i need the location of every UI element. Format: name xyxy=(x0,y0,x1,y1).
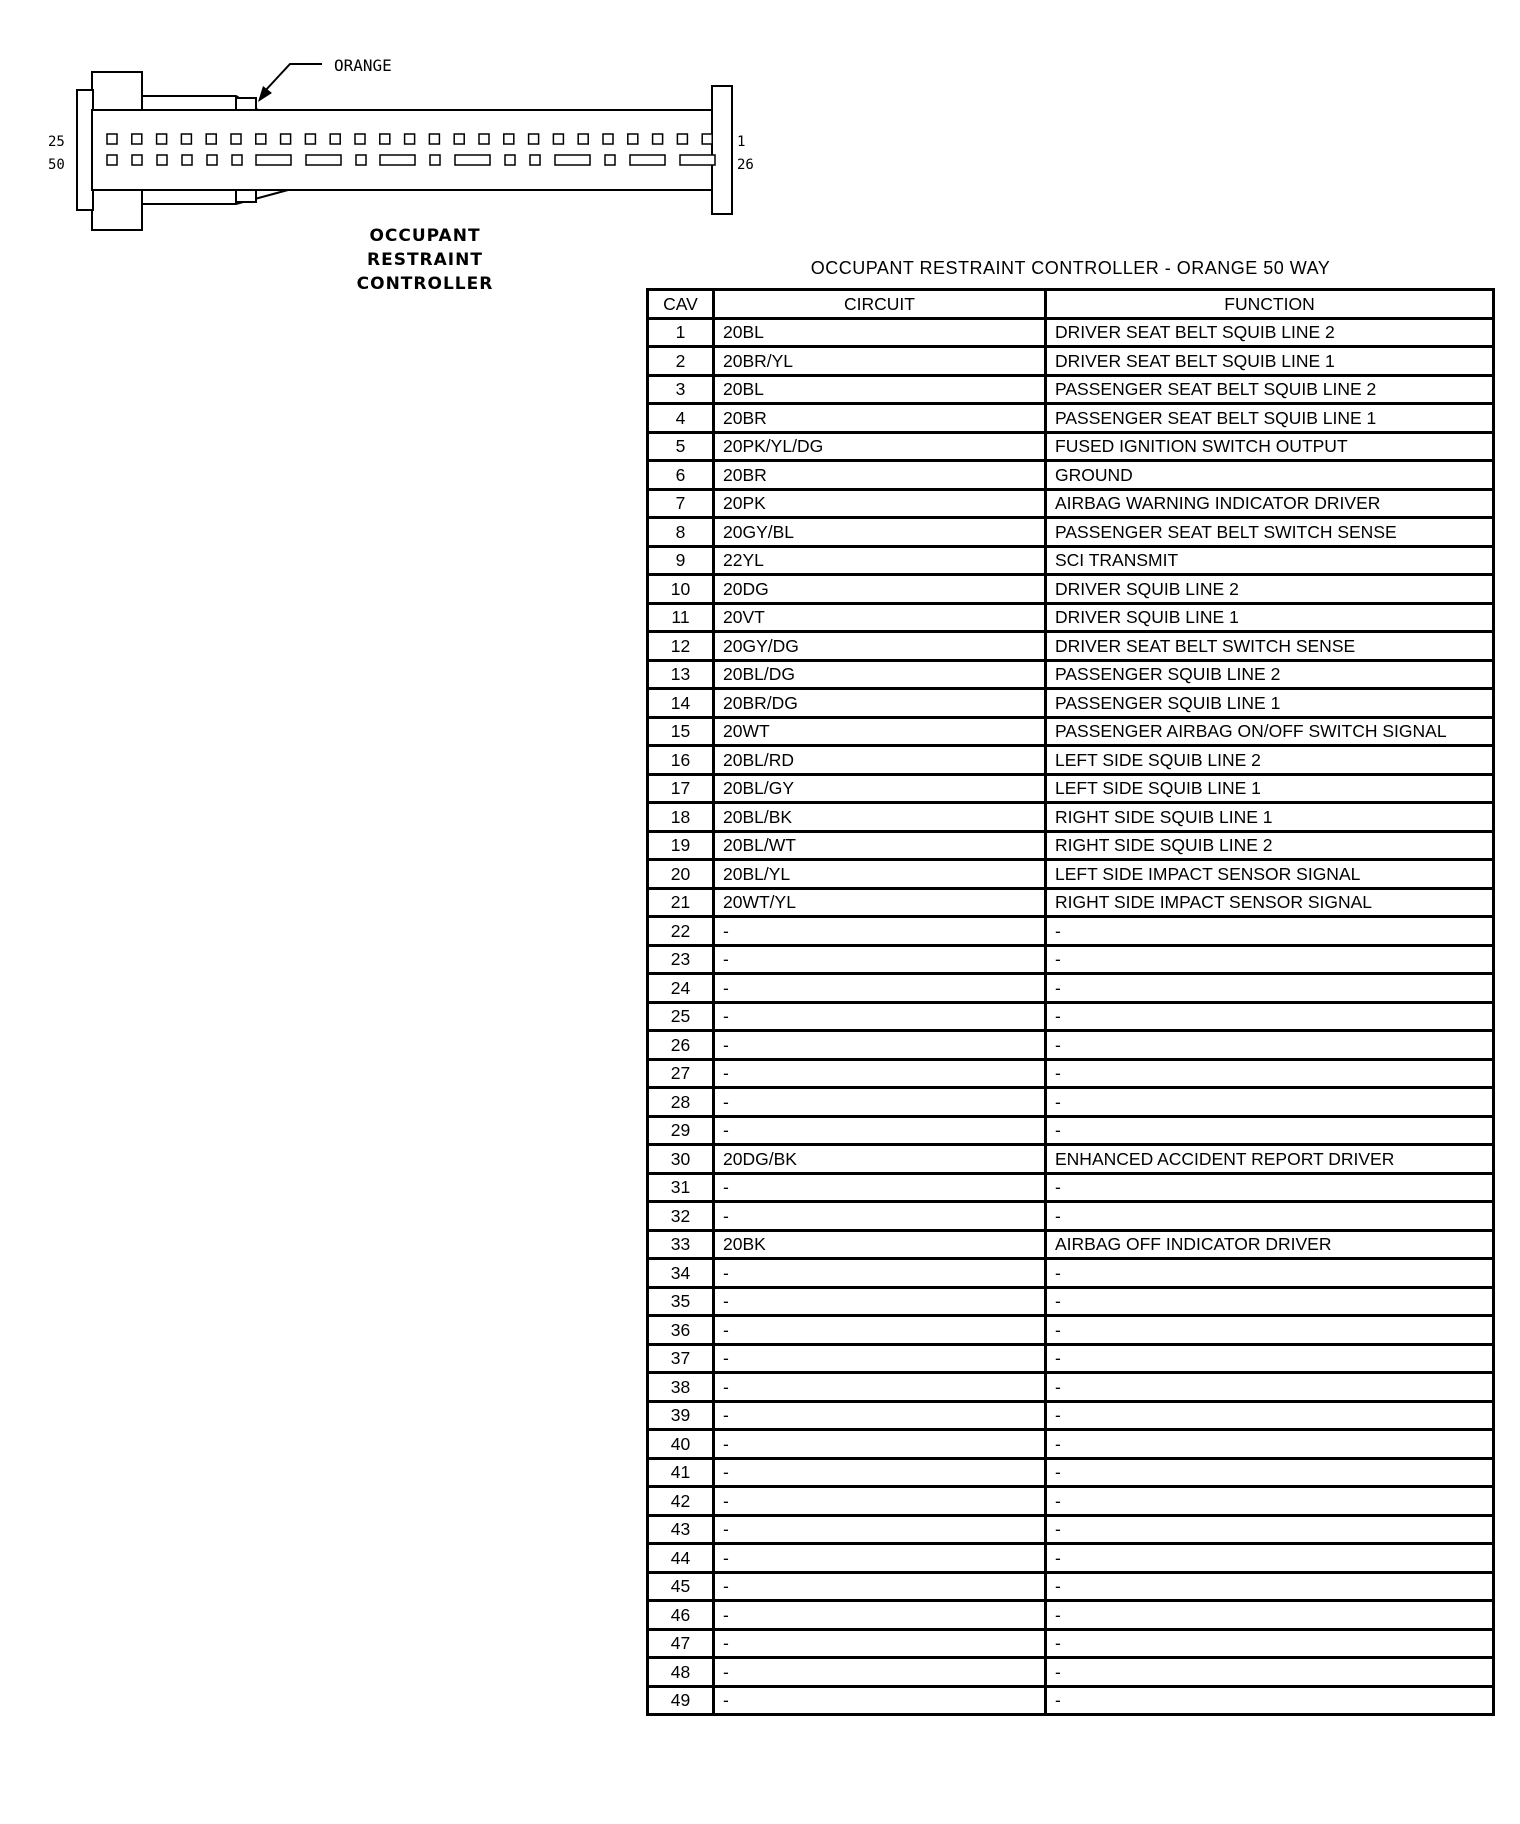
function-cell: - xyxy=(1046,945,1494,974)
circuit-cell: 20WT xyxy=(714,717,1046,746)
cav-cell: 8 xyxy=(648,518,714,547)
cavity xyxy=(281,134,291,144)
function-cell: - xyxy=(1046,1458,1494,1487)
circuit-cell: - xyxy=(714,1629,1046,1658)
function-cell: - xyxy=(1046,1002,1494,1031)
circuit-cell: 20BL/RD xyxy=(714,746,1046,775)
table-row xyxy=(648,461,1494,490)
circuit-cell: 20BL/BK xyxy=(714,803,1046,832)
cav-cell: 20 xyxy=(648,860,714,889)
pin-label-26: 26 xyxy=(737,157,754,173)
function-cell: RIGHT SIDE SQUIB LINE 1 xyxy=(1046,803,1494,832)
table-row xyxy=(648,1430,1494,1459)
function-cell: DRIVER SEAT BELT SWITCH SENSE xyxy=(1046,632,1494,661)
function-cell: PASSENGER SEAT BELT SQUIB LINE 2 xyxy=(1046,375,1494,404)
cav-cell: 40 xyxy=(648,1430,714,1459)
table-row xyxy=(648,1401,1494,1430)
connector-name-line-3: CONTROLLER xyxy=(356,274,494,294)
table-row xyxy=(648,831,1494,860)
table-row xyxy=(648,575,1494,604)
table-row xyxy=(648,1458,1494,1487)
function-cell: AIRBAG WARNING INDICATOR DRIVER xyxy=(1046,489,1494,518)
table-row xyxy=(648,603,1494,632)
cav-cell: 6 xyxy=(648,461,714,490)
cavity xyxy=(530,155,540,165)
cavity xyxy=(306,155,341,165)
circuit-cell: 20DG xyxy=(714,575,1046,604)
cavity xyxy=(107,155,117,165)
orange-callout-leader xyxy=(258,64,322,102)
cav-cell: 33 xyxy=(648,1230,714,1259)
header-circuit: CIRCUIT xyxy=(714,290,1046,319)
cav-cell: 30 xyxy=(648,1145,714,1174)
function-cell: PASSENGER AIRBAG ON/OFF SWITCH SIGNAL xyxy=(1046,717,1494,746)
function-cell: - xyxy=(1046,1572,1494,1601)
cav-cell: 14 xyxy=(648,689,714,718)
circuit-cell: - xyxy=(714,1344,1046,1373)
cavity xyxy=(206,134,216,144)
circuit-cell: 20BK xyxy=(714,1230,1046,1259)
cavity xyxy=(702,134,712,144)
cavity xyxy=(454,134,464,144)
function-cell: - xyxy=(1046,1544,1494,1573)
circuit-cell: 20BR/YL xyxy=(714,347,1046,376)
cavity xyxy=(355,134,365,144)
table-row xyxy=(648,1230,1494,1259)
function-cell: - xyxy=(1046,1259,1494,1288)
circuit-cell: - xyxy=(714,1031,1046,1060)
table-header-row xyxy=(648,290,1494,319)
circuit-cell: - xyxy=(714,1373,1046,1402)
circuit-cell: - xyxy=(714,1259,1046,1288)
cavity xyxy=(605,155,615,165)
function-cell: AIRBAG OFF INDICATOR DRIVER xyxy=(1046,1230,1494,1259)
function-cell: - xyxy=(1046,1202,1494,1231)
function-cell: - xyxy=(1046,1316,1494,1345)
cav-cell: 36 xyxy=(648,1316,714,1345)
cav-cell: 16 xyxy=(648,746,714,775)
cav-cell: 7 xyxy=(648,489,714,518)
cavity xyxy=(603,134,613,144)
circuit-cell: 20BL xyxy=(714,375,1046,404)
cavity xyxy=(182,155,192,165)
table-row xyxy=(648,375,1494,404)
table-row xyxy=(648,1658,1494,1687)
cavity xyxy=(380,155,415,165)
function-cell: ENHANCED ACCIDENT REPORT DRIVER xyxy=(1046,1145,1494,1174)
orange-callout-label: ORANGE xyxy=(334,56,392,75)
connector-name xyxy=(345,224,505,296)
cavity xyxy=(330,134,340,144)
right-latch xyxy=(712,86,732,214)
function-cell: - xyxy=(1046,1116,1494,1145)
circuit-cell: - xyxy=(714,1059,1046,1088)
cavity xyxy=(677,134,687,144)
function-cell: LEFT SIDE IMPACT SENSOR SIGNAL xyxy=(1046,860,1494,889)
table-row xyxy=(648,746,1494,775)
table-row xyxy=(648,1601,1494,1630)
circuit-cell: 20BR xyxy=(714,461,1046,490)
cav-cell: 42 xyxy=(648,1487,714,1516)
cav-cell: 12 xyxy=(648,632,714,661)
circuit-cell: - xyxy=(714,1487,1046,1516)
circuit-cell: - xyxy=(714,1088,1046,1117)
cavity xyxy=(429,134,439,144)
cav-cell: 45 xyxy=(648,1572,714,1601)
table-row xyxy=(648,1031,1494,1060)
cav-cell: 41 xyxy=(648,1458,714,1487)
circuit-cell: - xyxy=(714,1316,1046,1345)
function-cell: - xyxy=(1046,917,1494,946)
circuit-cell: 20BL/YL xyxy=(714,860,1046,889)
table-row xyxy=(648,660,1494,689)
circuit-cell: - xyxy=(714,1173,1046,1202)
cavity xyxy=(231,134,241,144)
table-row xyxy=(648,489,1494,518)
table-row xyxy=(648,632,1494,661)
function-cell: - xyxy=(1046,1344,1494,1373)
cav-cell: 26 xyxy=(648,1031,714,1060)
function-cell: SCI TRANSMIT xyxy=(1046,546,1494,575)
function-cell: - xyxy=(1046,1401,1494,1430)
cav-cell: 47 xyxy=(648,1629,714,1658)
cavity xyxy=(653,134,663,144)
cav-cell: 39 xyxy=(648,1401,714,1430)
cavity xyxy=(630,155,665,165)
function-cell: - xyxy=(1046,1430,1494,1459)
circuit-cell: - xyxy=(714,945,1046,974)
circuit-cell: - xyxy=(714,1287,1046,1316)
circuit-cell: 20DG/BK xyxy=(714,1145,1046,1174)
function-cell: PASSENGER SEAT BELT SQUIB LINE 1 xyxy=(1046,404,1494,433)
function-cell: DRIVER SQUIB LINE 1 xyxy=(1046,603,1494,632)
table-row xyxy=(648,1002,1494,1031)
cav-cell: 25 xyxy=(648,1002,714,1031)
cavity xyxy=(553,134,563,144)
cavity xyxy=(479,134,489,144)
circuit-cell: 20BL/WT xyxy=(714,831,1046,860)
cavity xyxy=(504,134,514,144)
function-cell: RIGHT SIDE SQUIB LINE 2 xyxy=(1046,831,1494,860)
function-cell: LEFT SIDE SQUIB LINE 2 xyxy=(1046,746,1494,775)
table-row xyxy=(648,1059,1494,1088)
table-row xyxy=(648,774,1494,803)
table-row xyxy=(648,1686,1494,1715)
table-row xyxy=(648,1316,1494,1345)
table-row xyxy=(648,1373,1494,1402)
circuit-cell: 20BR/DG xyxy=(714,689,1046,718)
cav-cell: 5 xyxy=(648,432,714,461)
table-row xyxy=(648,1544,1494,1573)
cav-cell: 31 xyxy=(648,1173,714,1202)
circuit-cell: - xyxy=(714,917,1046,946)
cav-cell: 22 xyxy=(648,917,714,946)
cavity xyxy=(380,134,390,144)
table-row xyxy=(648,1202,1494,1231)
circuit-cell: - xyxy=(714,1544,1046,1573)
cav-cell: 10 xyxy=(648,575,714,604)
cav-cell: 27 xyxy=(648,1059,714,1088)
connector-name-line-2: RESTRAINT xyxy=(367,250,483,270)
cav-cell: 17 xyxy=(648,774,714,803)
circuit-cell: - xyxy=(714,1686,1046,1715)
bottom-key xyxy=(236,190,256,202)
cav-cell: 29 xyxy=(648,1116,714,1145)
table-row xyxy=(648,1287,1494,1316)
function-cell: RIGHT SIDE IMPACT SENSOR SIGNAL xyxy=(1046,888,1494,917)
table-row xyxy=(648,1173,1494,1202)
circuit-cell: 20PK/YL/DG xyxy=(714,432,1046,461)
connector-body xyxy=(77,72,732,230)
function-cell: - xyxy=(1046,1487,1494,1516)
cav-cell: 44 xyxy=(648,1544,714,1573)
cav-cell: 2 xyxy=(648,347,714,376)
function-cell: - xyxy=(1046,1686,1494,1715)
circuit-cell: - xyxy=(714,1202,1046,1231)
cav-cell: 37 xyxy=(648,1344,714,1373)
cav-cell: 49 xyxy=(648,1686,714,1715)
cav-cell: 46 xyxy=(648,1601,714,1630)
table-row xyxy=(648,917,1494,946)
cav-cell: 13 xyxy=(648,660,714,689)
table-row xyxy=(648,689,1494,718)
cavity xyxy=(107,134,117,144)
function-cell: - xyxy=(1046,1515,1494,1544)
header-function: FUNCTION xyxy=(1046,290,1494,319)
table-row xyxy=(648,318,1494,347)
cavity xyxy=(256,155,291,165)
circuit-cell: - xyxy=(714,1458,1046,1487)
table-title: OCCUPANT RESTRAINT CONTROLLER - ORANGE 50 WAY xyxy=(810,258,1331,278)
cav-cell: 43 xyxy=(648,1515,714,1544)
function-cell: GROUND xyxy=(1046,461,1494,490)
circuit-cell: 20WT/YL xyxy=(714,888,1046,917)
circuit-cell: - xyxy=(714,1515,1046,1544)
circuit-cell: 20BL/GY xyxy=(714,774,1046,803)
cavity xyxy=(157,155,167,165)
table-row xyxy=(648,888,1494,917)
circuit-cell: - xyxy=(714,1002,1046,1031)
cav-cell: 23 xyxy=(648,945,714,974)
table-row xyxy=(648,1487,1494,1516)
table-row xyxy=(648,803,1494,832)
cav-cell: 48 xyxy=(648,1658,714,1687)
cav-cell: 18 xyxy=(648,803,714,832)
bottom-shroud xyxy=(142,190,288,204)
cav-cell: 24 xyxy=(648,974,714,1003)
connector-diagram xyxy=(0,0,780,250)
table-row xyxy=(648,945,1494,974)
cavity xyxy=(505,155,515,165)
table-row xyxy=(648,717,1494,746)
cavity xyxy=(256,134,266,144)
table-row xyxy=(648,1088,1494,1117)
cavity xyxy=(529,134,539,144)
cav-cell: 28 xyxy=(648,1088,714,1117)
cav-cell: 4 xyxy=(648,404,714,433)
table-row xyxy=(648,860,1494,889)
table-row xyxy=(648,1344,1494,1373)
circuit-cell: 20GY/DG xyxy=(714,632,1046,661)
pinout-table xyxy=(646,288,1495,1716)
circuit-cell: 22YL xyxy=(714,546,1046,575)
function-cell: LEFT SIDE SQUIB LINE 1 xyxy=(1046,774,1494,803)
function-cell: - xyxy=(1046,1088,1494,1117)
function-cell: - xyxy=(1046,1629,1494,1658)
function-cell: - xyxy=(1046,974,1494,1003)
cavity xyxy=(405,134,415,144)
cavity xyxy=(157,134,167,144)
cavity xyxy=(356,155,366,165)
circuit-cell: 20VT xyxy=(714,603,1046,632)
table-row xyxy=(648,404,1494,433)
connector-name-line-1: OCCUPANT xyxy=(369,226,481,246)
function-cell: - xyxy=(1046,1373,1494,1402)
table-row xyxy=(648,1572,1494,1601)
table-row xyxy=(648,546,1494,575)
function-cell: DRIVER SEAT BELT SQUIB LINE 1 xyxy=(1046,347,1494,376)
cav-cell: 1 xyxy=(648,318,714,347)
function-cell: PASSENGER SEAT BELT SWITCH SENSE xyxy=(1046,518,1494,547)
left-flange xyxy=(77,90,93,210)
circuit-cell: - xyxy=(714,1601,1046,1630)
function-cell: - xyxy=(1046,1059,1494,1088)
cav-cell: 19 xyxy=(648,831,714,860)
function-cell: - xyxy=(1046,1658,1494,1687)
cav-cell: 34 xyxy=(648,1259,714,1288)
circuit-cell: 20BL/DG xyxy=(714,660,1046,689)
housing xyxy=(92,110,732,190)
circuit-cell: - xyxy=(714,974,1046,1003)
cavity xyxy=(578,134,588,144)
function-cell: PASSENGER SQUIB LINE 1 xyxy=(1046,689,1494,718)
cavity xyxy=(232,155,242,165)
circuit-cell: 20PK xyxy=(714,489,1046,518)
cavity xyxy=(680,155,715,165)
cavity xyxy=(207,155,217,165)
table-row xyxy=(648,1145,1494,1174)
cavity xyxy=(455,155,490,165)
circuit-cell: - xyxy=(714,1116,1046,1145)
cavity xyxy=(628,134,638,144)
cav-cell: 35 xyxy=(648,1287,714,1316)
cav-cell: 3 xyxy=(648,375,714,404)
table-row xyxy=(648,518,1494,547)
pin-label-50: 50 xyxy=(48,157,65,173)
orange-key xyxy=(236,98,256,110)
cavity xyxy=(132,134,142,144)
circuit-cell: - xyxy=(714,1572,1046,1601)
function-cell: FUSED IGNITION SWITCH OUTPUT xyxy=(1046,432,1494,461)
function-cell: - xyxy=(1046,1173,1494,1202)
circuit-cell: 20GY/BL xyxy=(714,518,1046,547)
circuit-cell: - xyxy=(714,1658,1046,1687)
function-cell: PASSENGER SQUIB LINE 2 xyxy=(1046,660,1494,689)
table-row xyxy=(648,974,1494,1003)
circuit-cell: 20BR xyxy=(714,404,1046,433)
cavity xyxy=(305,134,315,144)
function-cell: - xyxy=(1046,1601,1494,1630)
table-row xyxy=(648,432,1494,461)
table-row xyxy=(648,1629,1494,1658)
function-cell: - xyxy=(1046,1287,1494,1316)
cav-cell: 21 xyxy=(648,888,714,917)
cavity xyxy=(132,155,142,165)
cav-cell: 38 xyxy=(648,1373,714,1402)
cav-cell: 9 xyxy=(648,546,714,575)
cav-cell: 11 xyxy=(648,603,714,632)
table-row xyxy=(648,1116,1494,1145)
cavity xyxy=(555,155,590,165)
table-row xyxy=(648,1259,1494,1288)
table-row xyxy=(648,347,1494,376)
cavity xyxy=(430,155,440,165)
cav-cell: 32 xyxy=(648,1202,714,1231)
cavity xyxy=(181,134,191,144)
circuit-cell: - xyxy=(714,1430,1046,1459)
pin-label-25: 25 xyxy=(48,134,65,150)
function-cell: DRIVER SEAT BELT SQUIB LINE 2 xyxy=(1046,318,1494,347)
function-cell: - xyxy=(1046,1031,1494,1060)
function-cell: DRIVER SQUIB LINE 2 xyxy=(1046,575,1494,604)
circuit-cell: - xyxy=(714,1401,1046,1430)
table-row xyxy=(648,1515,1494,1544)
header-cav: CAV xyxy=(648,290,714,319)
cav-cell: 15 xyxy=(648,717,714,746)
circuit-cell: 20BL xyxy=(714,318,1046,347)
pin-label-1: 1 xyxy=(737,134,746,150)
